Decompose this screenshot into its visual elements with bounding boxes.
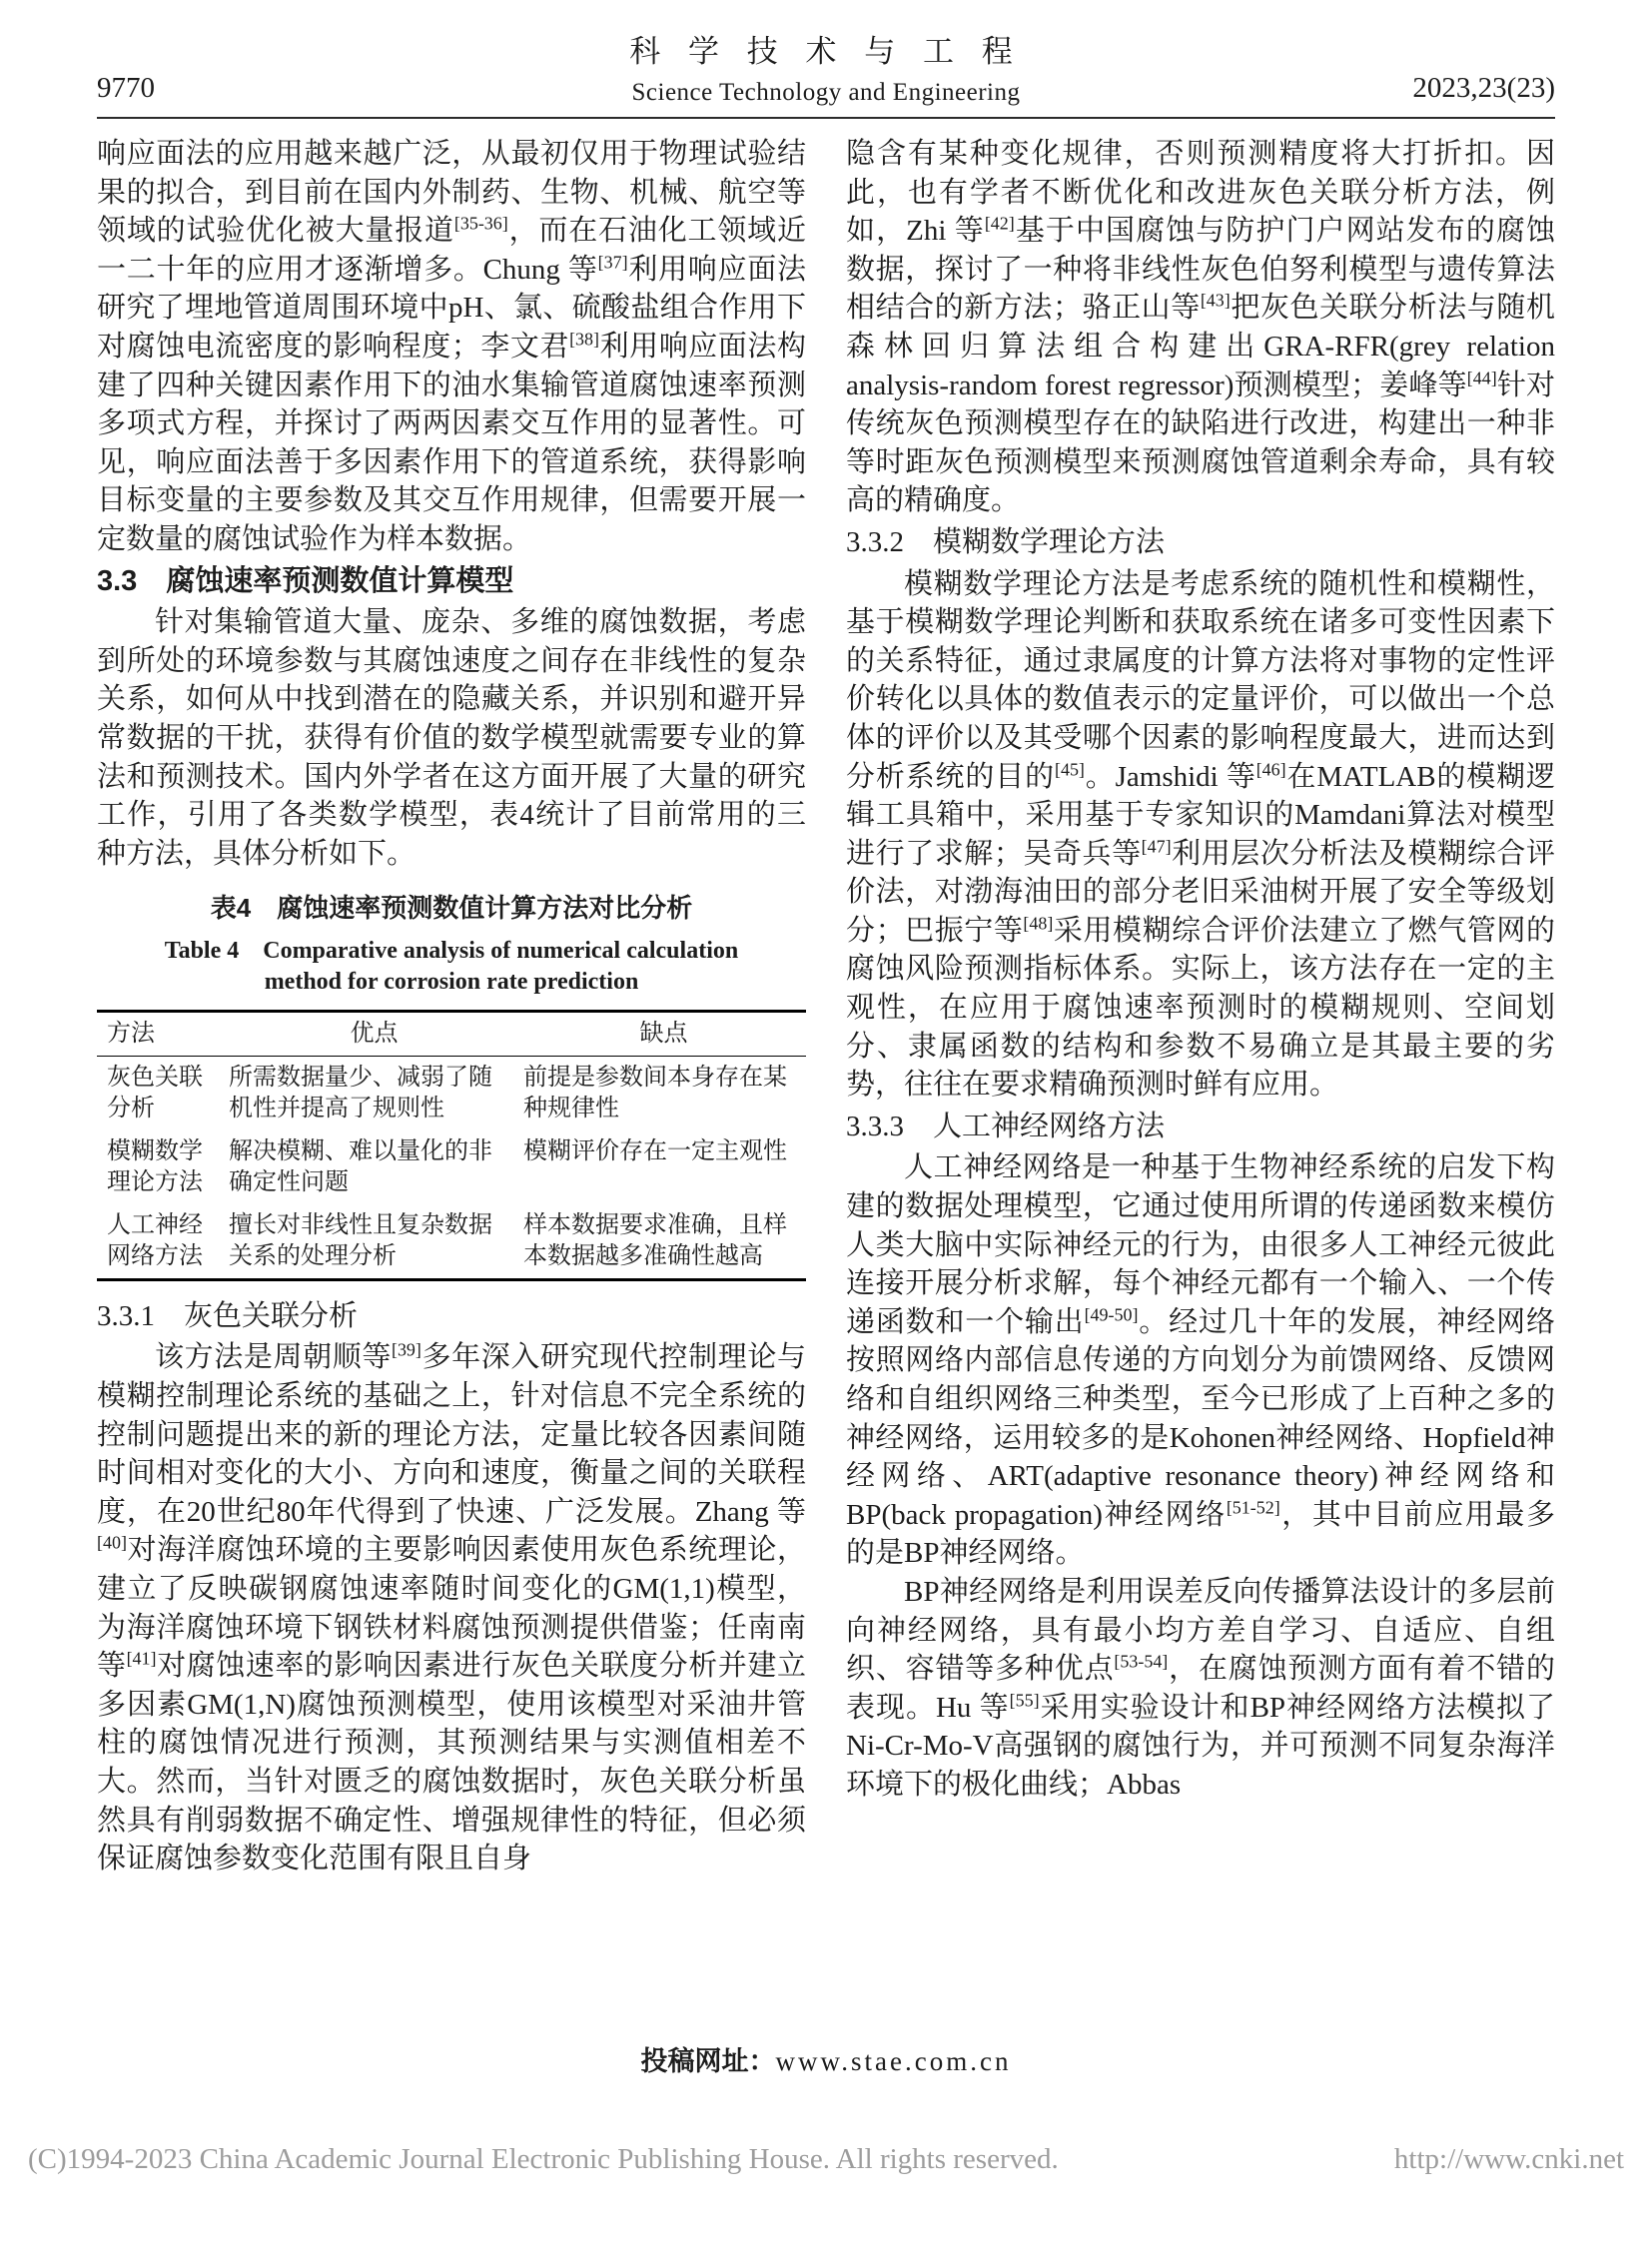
- column-left: [97, 135, 806, 1878]
- table-header-row: [97, 1011, 806, 1056]
- copyright-text: (C)1994-2023 China Academic Journal Electronic Publishing House. All rights reserved.: [28, 2143, 1059, 2175]
- body-paragraph: 针对集输管道大量、庞杂、多维的腐蚀数据，考虑到所处的环境参数与其腐蚀速度之间存在非线性的复杂关系，如何从中找到潜在的隐藏关系，并识别和避开异常数据的干扰，获得有价值的数学模型就需要专业的算法和预测技术。国内外学者在这方面开展了大量的研究工作，引用了各类数学模型，表4统计了目前常用的三种方法，具体分析如下。: [97, 606, 806, 870]
- body-paragraph: 该方法是周朝顺等[39]多年深入研究现代控制理论与模糊控制理论系统的基础之上，针对信息不完全系统的控制问题提出来的新的理论方法，定量比较各因素间随时间相对变化的大小、方向和速度，衡量之间的关联程度，在20世纪80年代得到了快速、广泛发展。Zhang 等[40]对海洋腐蚀环境的主要影响因素使用灰色系统理论，建立了反映碳钢腐蚀速率随时间变化的GM(1,1)模型，为海洋腐蚀环境下钢铁材料腐蚀预测提供借鉴；任南南等[41]对腐蚀速率的影响因素进行灰色关联度分析并建立多因素GM(1,N)腐蚀预测模型，使用该模型对采油井管柱的腐蚀情况进行预测，其预测结果与实测值相差不大。然而，当针对匮乏的腐蚀数据时，灰色关联分析虽然具有削弱数据不确定性、增强规律性的特征，但必须保证腐蚀参数变化范围有限且自身: [97, 1339, 806, 1875]
- section-heading-3-3-1: 3.3.1 灰色关联分析: [97, 1299, 359, 1332]
- journal-title-en: Science Technology and Engineering: [631, 79, 1021, 106]
- issue-info: 2023,23(23): [1412, 72, 1555, 104]
- submission-url: www.stae.com.cn: [775, 2046, 1012, 2076]
- table-row: [97, 1204, 806, 1280]
- table-caption-en-line2: method for corrosion rate prediction: [264, 968, 639, 995]
- table-cell: 灰色关联分析: [107, 1064, 203, 1121]
- table-header-advantage: 优点: [227, 1011, 521, 1056]
- journal-title-cn: 科 学 技 术 与 工 程: [629, 34, 1023, 69]
- column-right: [846, 135, 1555, 1878]
- table-cell: 模糊评价存在一定主观性: [523, 1137, 787, 1164]
- table-row: [97, 1130, 806, 1204]
- comparison-table: [97, 1010, 806, 1281]
- table-caption-cn: 表4 腐蚀速率预测数值计算方法对比分析: [210, 893, 693, 924]
- body-paragraph: BP神经网络是利用误差反向传播算法设计的多层前向神经网络，具有最小均方差自学习、自适应、自组织、容错等多种优点[53-54]，在腐蚀预测方面有着不错的表现。Hu 等[55]采用实验设计和BP神经网络方法模拟了Ni-Cr-Mo-V高强钢的腐蚀行为，并可预测不同复杂海洋环境下的极化曲线；Abbas: [846, 1575, 1555, 1801]
- page-number: 9770: [97, 72, 155, 104]
- copyright-line: [0, 2143, 1652, 2176]
- table-cell: 所需数据量少、减弱了随机性并提高了规则性: [229, 1064, 492, 1121]
- table-row: [97, 1056, 806, 1130]
- table-cell: 模糊数学理论方法: [107, 1137, 203, 1195]
- table-caption-en-line1: Table 4 Comparative analysis of numerical calculation: [164, 937, 739, 964]
- submission-line: [0, 2039, 1652, 2078]
- table-cell: 擅长对非线性且复杂数据关系的处理分析: [229, 1211, 492, 1269]
- section-heading-3-3: 3.3 腐蚀速率预测数值计算模型: [97, 564, 514, 597]
- table-cell: 样本数据要求准确，且样本数据越多准确性越高: [523, 1211, 787, 1269]
- table-cell: 解决模糊、难以量化的非确定性问题: [229, 1137, 492, 1195]
- table-cell: 前提是参数间本身存在某种规律性: [523, 1064, 787, 1121]
- body-paragraph: 模糊数学理论方法是考虑系统的随机性和模糊性，基于模糊数学理论判断和获取系统在诸多可变性因素下的关系特征，通过隶属度的计算方法将对事物的定性评价转化以具体的数值表示的定量评价，可以做出一个总体的评价以及其受哪个因素的影响程度最大，进而达到分析系统的目的[45]。Jamshidi 等[46]在MATLAB的模糊逻辑工具箱中，采用基于专家知识的Mamdani算法对模型进行了求解；吴奇兵等[47]利用层次分析法及模糊综合评价法，对渤海油田的部分老旧采油树开展了安全等级划分；巴振宁等[48]采用模糊综合评价法建立了燃气管网的腐蚀风险预测指标体系。实际上，该方法存在一定的主观性，在应用于腐蚀速率预测时的模糊规则、空间划分、隶属函数的结构和参数不易确立是其最主要的劣势，往往在要求精确预测时鲜有应用。: [846, 567, 1555, 1102]
- table-header-method: 方法: [97, 1011, 227, 1056]
- section-heading-3-3-3: 3.3.3 人工神经网络方法: [846, 1110, 1166, 1142]
- section-heading-3-3-2: 3.3.2 模糊数学理论方法: [846, 525, 1166, 558]
- page-header: [97, 0, 1555, 119]
- article-body: [97, 135, 1555, 1878]
- cnki-url: http://www.cnki.net: [1393, 2143, 1624, 2175]
- body-paragraph: 响应面法的应用越来越广泛，从最初仅用于物理试验结果的拟合，到目前在国内外制药、生物、机械、航空等领域的试验优化被大量报道[35-36]，而在石油化工领域近一二十年的应用才逐渐增多。Chung 等[37]利用响应面法研究了埋地管道周围环境中pH、氯、硫酸盐组合作用下对腐蚀电流密度的影响程度；李文君[38]利用响应面法构建了四种关键因素作用下的油水集输管道腐蚀速率预测多项式方程，并探讨了两两因素交互作用的显著性。可见，响应面法善于多因素作用下的管道系统，获得影响目标变量的主要参数及其交互作用规律，但需要开展一定数量的腐蚀试验作为样本数据。: [97, 138, 806, 555]
- journal-masthead: [97, 26, 1555, 107]
- table-caption-en: [97, 936, 806, 998]
- submission-label: 投稿网址：: [640, 2046, 776, 2076]
- body-paragraph: 隐含有某种变化规律，否则预测精度将大打折扣。因此，也有学者不断优化和改进灰色关联分析方法，例如，Zhi 等[42]基于中国腐蚀与防护门户网站发布的腐蚀数据，探讨了一种将非线性灰色伯努利模型与遗传算法相结合的新方法；骆正山等[43]把灰色关联分析法与随机森林回归算法组合构建出GRA-RFR(grey relation analysis-random forest regressor)预测模型；姜峰等[44]针对传统灰色预测模型存在的缺陷进行改进，构建出一种非等时距灰色预测模型来预测腐蚀管道剩余寿命，具有较高的精确度。: [846, 138, 1555, 517]
- table-header-disadvantage: 缺点: [521, 1011, 806, 1056]
- body-paragraph: 人工神经网络是一种基于生物神经系统的启发下构建的数据处理模型，它通过使用所谓的传递函数来模仿人类大脑中实际神经元的行为，由很多人工神经元彼此连接开展分析求解，每个神经元都有一个输入、一个传递函数和一个输出[49-50]。经过几十年的发展，神经网络按照网络内部信息传递的方向划分为前馈网络、反馈网络和自组织网络三种类型，至今已形成了上百种之多的神经网络，运用较多的是Kohonen神经网络、Hopfield神经网络、ART(adaptive resonance theory)神经网络和BP(back propagation)神经网络[51-52]，其中目前应用最多的是BP神经网络。: [846, 1151, 1555, 1570]
- table-cell: 人工神经网络方法: [107, 1211, 203, 1269]
